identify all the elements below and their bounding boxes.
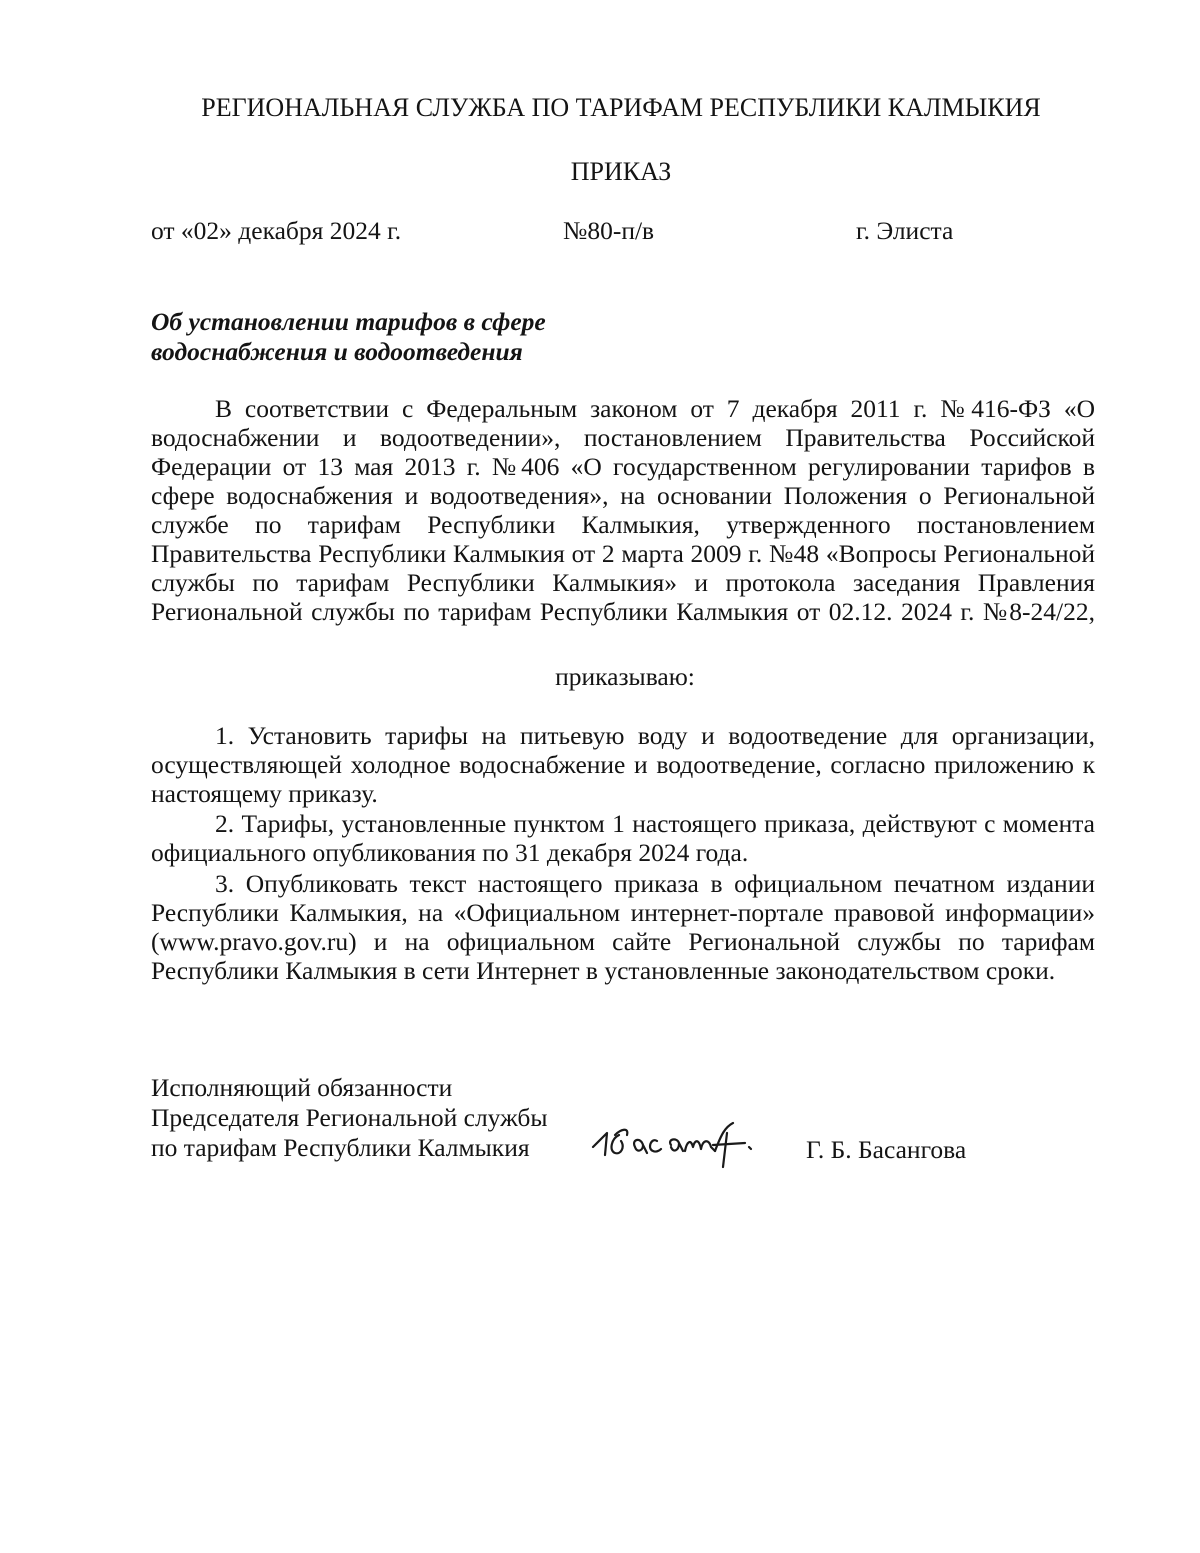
subject-line: Об установлении тарифов в сфере: [151, 307, 546, 336]
preamble-line: Федерации от 13 мая 2013 г. №406 «О государственном регулировании тарифов в: [151, 452, 1095, 481]
order-city: г. Элиста: [856, 216, 954, 245]
preamble-line: службе по тарифам Республики Калмыкия, утвержденного постановлением: [151, 510, 1095, 539]
item-3-line: Республики Калмыкия в сети Интернет в установленные законодательством сроки.: [151, 956, 1056, 985]
order-date: от «02» декабря 2024 г.: [151, 216, 402, 245]
subject-line: водоснабжения и водоотведения: [151, 337, 523, 366]
preamble-line: службы по тарифам Республики Калмыкия» и протокола заседания Правления: [151, 568, 1095, 597]
item-1-line: настоящему приказу.: [151, 779, 378, 808]
handwritten-signature: [585, 1105, 775, 1175]
item-1-line: осуществляющей холодное водоснабжение и водоотведение, согласно приложению к: [151, 750, 1095, 779]
item-2-line: 2. Тарифы, установленные пунктом 1 настоящего приказа, действуют с момента: [215, 809, 1095, 838]
preamble-line: В соответствии с Федеральным законом от 7 декабря 2011 г. №416-ФЗ «О: [215, 394, 1095, 423]
order-number: №80-п/в: [563, 216, 655, 245]
item-3-line: 3. Опубликовать текст настоящего приказа в официальном печатном издании: [215, 869, 1095, 898]
preamble-line: Региональной службы по тарифам Республики Калмыкия от 02.12. 2024 г. №8-24/22,: [151, 597, 1095, 626]
signer-name: Г. Б. Басангова: [806, 1135, 967, 1164]
preamble-line: водоснабжении и водоотведении», постановлением Правительства Российской: [151, 423, 1095, 452]
preamble-line: сфере водоснабжения и водоотведения», на основании Положения о Региональной: [151, 481, 1095, 510]
organization-name: РЕГИОНАЛЬНАЯ СЛУЖБА ПО ТАРИФАМ РЕСПУБЛИКИ КАЛМЫКИЯ: [201, 93, 1041, 122]
item-1-line: 1. Установить тарифы на питьевую воду и водоотведение для организации,: [215, 721, 1095, 750]
order-word: приказываю:: [555, 662, 695, 691]
signer-position-line: по тарифам Республики Калмыкия: [151, 1133, 530, 1162]
preamble-line: Правительства Республики Калмыкия от 2 марта 2009 г. №48 «Вопросы Региональной: [151, 539, 1095, 568]
document-type: ПРИКАЗ: [570, 157, 672, 186]
order-subject: [151, 307, 546, 367]
signer-position-line: Исполняющий обязанности: [151, 1073, 453, 1102]
item-3-line: Республики Калмыкия, на «Официальном интернет-портале правовой информации»: [151, 898, 1095, 927]
item-3-line: (www.pravo.gov.ru) и на официальном сайте Региональной службы по тарифам: [151, 927, 1095, 956]
signer-position: [151, 1073, 547, 1163]
signer-position-line: Председателя Региональной службы: [151, 1103, 548, 1132]
item-2-line: официального опубликования по 31 декабря 2024 года.: [151, 838, 749, 867]
